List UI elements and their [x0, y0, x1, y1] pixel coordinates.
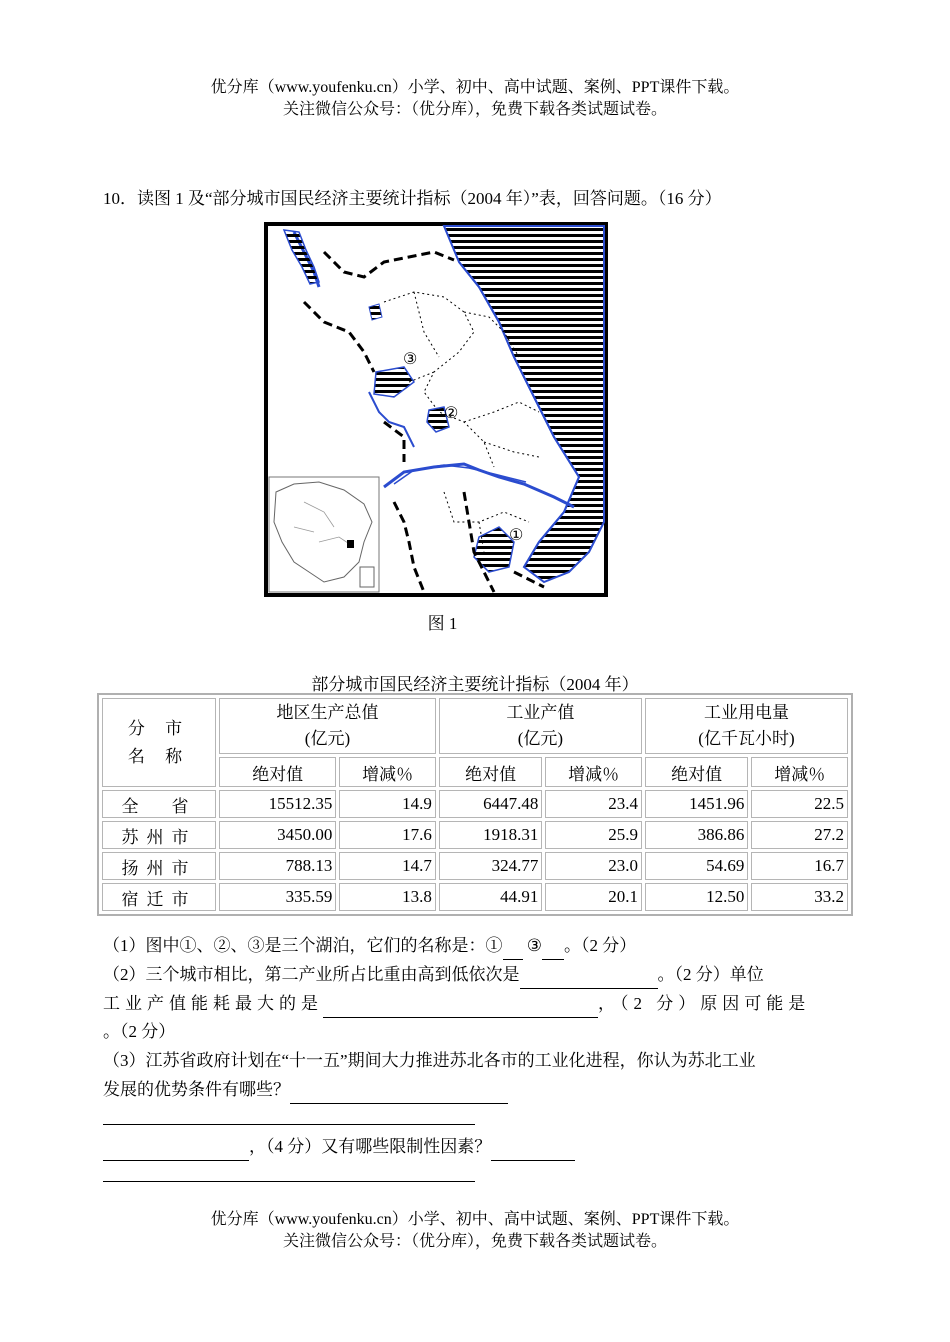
cell: 17.6: [339, 821, 436, 849]
q3-blank-advantages[interactable]: [290, 1085, 508, 1104]
corner-top: 分 市: [127, 718, 191, 738]
table-row: [102, 821, 848, 849]
subheader: 绝对值: [219, 757, 336, 787]
statistics-table: [97, 693, 853, 916]
cell: 33.2: [751, 883, 848, 911]
subheader: 绝对值: [439, 757, 542, 787]
q3-blank-limits[interactable]: [491, 1142, 575, 1161]
q2-text-b: 。（2 分）单位: [657, 965, 764, 984]
row-name: 全 省: [102, 790, 216, 818]
table-row: [102, 883, 848, 911]
group-unit: (亿元): [304, 729, 351, 748]
q2-blank-energy[interactable]: [323, 999, 598, 1018]
subheader: 增减％: [339, 757, 436, 787]
cell: 23.4: [545, 790, 642, 818]
q3-blank-advantages-cont[interactable]: [103, 1142, 249, 1161]
row-name: 扬州市: [102, 852, 216, 880]
cell: 22.5: [751, 790, 848, 818]
cell: 788.13: [219, 852, 336, 880]
cell: 27.2: [751, 821, 848, 849]
question-title: 10．读图 1 及“部分城市国民经济主要统计指标（2004 年）”表，回答问题。（16 分）: [103, 189, 722, 208]
cell: 15512.35: [219, 790, 336, 818]
group-unit: (亿千瓦小时): [698, 729, 795, 748]
q1-text-b: ③: [526, 936, 542, 955]
table-caption: 部分城市国民经济主要统计指标（2004 年）: [311, 675, 639, 694]
q2-text-a: （2）三个城市相比，第二产业所占比重由高到低依次是: [103, 965, 520, 984]
row-name: 苏州市: [102, 821, 216, 849]
question-3-line-1: （3）江苏省政府计划在“十一五”期间大力推进苏北各市的工业化进程，你认为苏北工业: [103, 1051, 756, 1070]
cell: 3450.00: [219, 821, 336, 849]
question-3-line-2: [103, 1076, 848, 1104]
lake-label-1: ①: [509, 527, 524, 544]
table-corner-header: [102, 698, 216, 787]
cell: 324.77: [439, 852, 542, 880]
group-header-industry: [439, 698, 642, 754]
answer-line[interactable]: [103, 1181, 475, 1182]
table-row: [102, 852, 848, 880]
cell: 386.86: [645, 821, 748, 849]
group-name: 地区生产总值: [276, 703, 379, 722]
q1-blank-3[interactable]: [542, 941, 564, 960]
lake-label-2: ②: [444, 405, 459, 422]
q2-text-c: 工业产值能耗最大的是: [103, 994, 323, 1013]
cell: 14.7: [339, 852, 436, 880]
jiangsu-map-figure: [264, 222, 608, 597]
table-row: [102, 790, 848, 818]
cell: 44.91: [439, 883, 542, 911]
q1-text-a: （1）图中①、②、③是三个湖泊，它们的名称是：①: [103, 936, 503, 955]
group-header-gdp: [219, 698, 436, 754]
q2-blank-ranking[interactable]: [520, 970, 658, 989]
q2-text-d: ，（2 分）原因可能是: [598, 994, 811, 1013]
q3-text-b: 发展的优势条件有哪些？: [103, 1080, 290, 1099]
answer-line[interactable]: [103, 1124, 475, 1125]
subheader: 增减％: [751, 757, 848, 787]
lake-label-3: ③: [403, 351, 418, 368]
row-name: 宿迁市: [102, 883, 216, 911]
question-2-line-3: 。（2 分）: [103, 1022, 176, 1041]
figure-caption: 图 1: [427, 614, 458, 633]
cell: 1918.31: [439, 821, 542, 849]
q1-text-c: 。（2 分）: [564, 936, 637, 955]
question-2-line-1: [103, 961, 848, 989]
subheader: 绝对值: [645, 757, 748, 787]
cell: 1451.96: [645, 790, 748, 818]
question-2-line-2: [103, 990, 848, 1018]
group-name: 工业产值: [506, 703, 575, 722]
group-name: 工业用电量: [703, 703, 789, 722]
cell: 25.9: [545, 821, 642, 849]
cell: 13.8: [339, 883, 436, 911]
cell: 12.50: [645, 883, 748, 911]
cell: 6447.48: [439, 790, 542, 818]
cell: 23.0: [545, 852, 642, 880]
footer-line-2: 关注微信公众号：（优分库），免费下载各类试题试卷。: [282, 1233, 667, 1250]
group-header-power: [645, 698, 848, 754]
corner-bottom: 名 称: [127, 746, 191, 766]
footer-line-1: 优分库（www.youfenku.cn）小学、初中、高中试题、案例、PPT课件下载。: [210, 1211, 740, 1228]
subheader: 增减％: [545, 757, 642, 787]
cell: 335.59: [219, 883, 336, 911]
header-line-1: 优分库（www.youfenku.cn）小学、初中、高中试题、案例、PPT课件下载。: [210, 79, 740, 96]
cell: 16.7: [751, 852, 848, 880]
q1-blank-1[interactable]: [503, 941, 523, 960]
cell: 14.9: [339, 790, 436, 818]
cell: 20.1: [545, 883, 642, 911]
cell: 54.69: [645, 852, 748, 880]
q3-text-c: ，（4 分）又有哪些限制性因素？: [249, 1137, 492, 1156]
header-line-2: 关注微信公众号：（优分库），免费下载各类试题试卷。: [282, 101, 667, 118]
question-1: [103, 932, 848, 960]
question-3-line-3: [103, 1133, 848, 1161]
group-unit: (亿元): [517, 729, 564, 748]
